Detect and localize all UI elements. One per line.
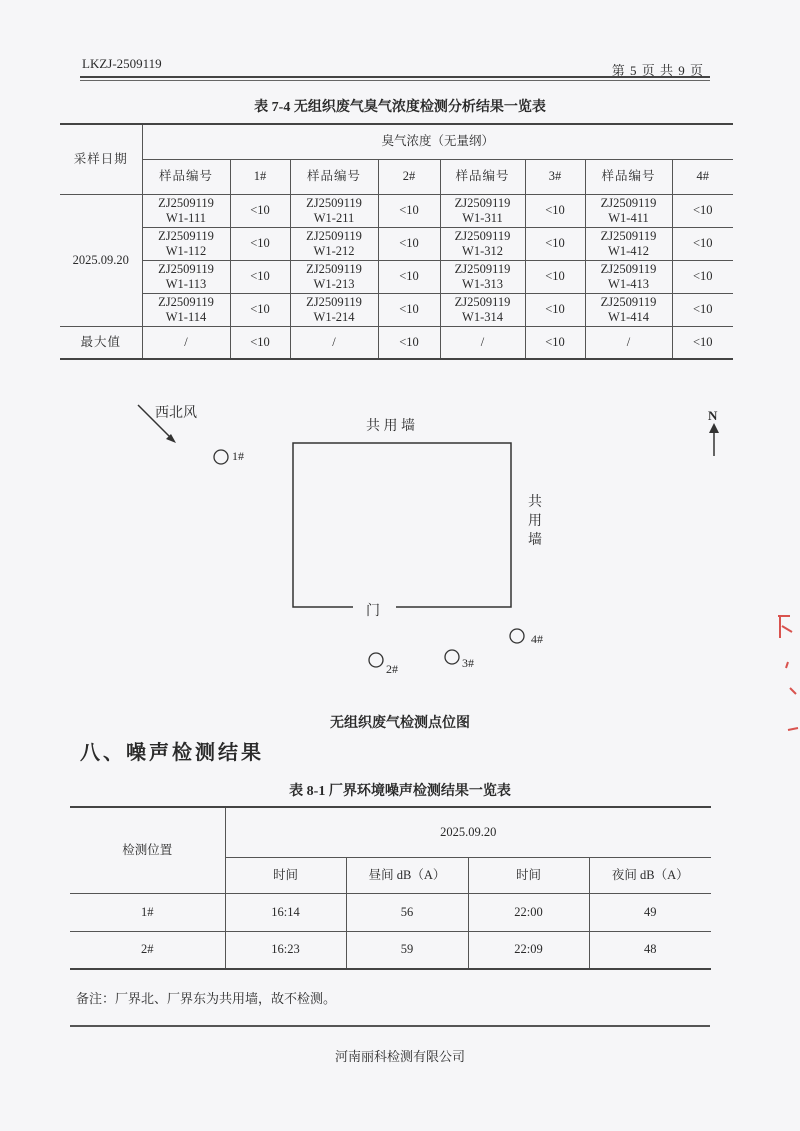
max-cell: / [440,326,525,359]
page-info: 第 5 页 共 9 页 [611,63,704,78]
value: <10 [230,227,290,260]
value: <10 [525,227,585,260]
value: <10 [378,194,440,227]
seal-edge-mark [770,610,800,750]
sample-id: ZJ2509119 W1-311 [440,194,525,227]
value: <10 [525,194,585,227]
header-point: 3# [525,159,585,194]
table-row [60,227,733,260]
header-day-time: 时间 [225,857,346,893]
door-label: 门 [366,604,380,619]
night-db: 49 [589,893,711,931]
value: <10 [525,293,585,326]
table-row [60,260,733,293]
odor-concentration-table [60,123,733,360]
header-sample-id: 样品编号 [290,159,378,194]
header-day-db: 昼间 dB（A） [346,857,468,893]
night-time: 22:09 [468,931,589,969]
value: <10 [672,227,733,260]
point-1-icon [214,450,228,464]
value: <10 [230,293,290,326]
max-cell: <10 [525,326,585,359]
day-time: 16:23 [225,931,346,969]
sample-id: ZJ2509119 W1-312 [440,227,525,260]
position: 1# [70,893,225,931]
footer-rule [70,1025,710,1027]
night-db: 48 [589,931,711,969]
value: <10 [525,260,585,293]
sample-id: ZJ2509119 W1-211 [290,194,378,227]
header-night-time: 时间 [468,857,589,893]
position: 2# [70,931,225,969]
max-cell: <10 [378,326,440,359]
header-position: 检测位置 [70,807,225,893]
sample-id: ZJ2509119 W1-412 [585,227,672,260]
header-odor-group: 臭气浓度（无量纲） [142,124,733,159]
table-row [60,194,733,227]
sampling-date: 2025.09.20 [60,194,142,326]
sample-id: ZJ2509119 W1-414 [585,293,672,326]
max-cell: <10 [672,326,733,359]
max-cell: / [142,326,230,359]
sample-id: ZJ2509119 W1-411 [585,194,672,227]
monitoring-point-diagram [0,390,800,690]
table-row [70,893,711,931]
note: 备注：厂界北、厂界东为共用墙，故不检测。 [76,991,337,1006]
table-7-4-caption: 表 7-4 无组织废气臭气浓度检测分析结果一览表 [254,100,546,115]
point-3-icon [445,650,459,664]
right-wall-label: 共 用 墙 [528,495,542,548]
max-cell: <10 [230,326,290,359]
table-row [70,931,711,969]
diagram-caption: 无组织废气检测点位图 [330,716,470,731]
sample-id: ZJ2509119 W1-213 [290,260,378,293]
header-point: 2# [378,159,440,194]
table-8-1-caption: 表 8-1 厂界环境噪声检测结果一览表 [289,784,511,799]
header-point: 4# [672,159,733,194]
max-cell: / [585,326,672,359]
max-row [60,326,733,359]
header-point: 1# [230,159,290,194]
value: <10 [230,194,290,227]
top-wall-label: 共 用 墙 [366,419,415,434]
sample-id: ZJ2509119 W1-313 [440,260,525,293]
point-1-label: 1# [232,449,244,463]
max-cell: / [290,326,378,359]
sample-id: ZJ2509119 W1-314 [440,293,525,326]
header-night-db: 夜间 dB（A） [589,857,711,893]
sample-id: ZJ2509119 W1-214 [290,293,378,326]
sample-id: ZJ2509119 W1-113 [142,260,230,293]
noise-table [70,806,711,970]
sample-id: ZJ2509119 W1-114 [142,293,230,326]
header-sample-id: 样品编号 [142,159,230,194]
header-sample-id: 样品编号 [585,159,672,194]
night-time: 22:00 [468,893,589,931]
sample-id: ZJ2509119 W1-111 [142,194,230,227]
section-title: 八、噪声检测结果 [80,742,264,764]
value: <10 [378,293,440,326]
header-date: 2025.09.20 [225,807,711,857]
day-db: 59 [346,931,468,969]
header-sampling-date: 采样日期 [60,124,142,194]
value: <10 [378,260,440,293]
day-time: 16:14 [225,893,346,931]
sample-id: ZJ2509119 W1-112 [142,227,230,260]
max-label: 最大值 [60,326,142,359]
header-rule-thin [80,80,710,81]
header-sample-id: 样品编号 [440,159,525,194]
sample-id: ZJ2509119 W1-413 [585,260,672,293]
sample-id: ZJ2509119 W1-212 [290,227,378,260]
point-2-label: 2# [386,662,398,676]
building-wall [293,443,511,607]
value: <10 [230,260,290,293]
wind-direction-label: 西北风 [155,406,197,421]
point-3-label: 3# [462,656,474,670]
report-id: LKZJ-2509119 [82,56,162,71]
day-db: 56 [346,893,468,931]
value: <10 [672,194,733,227]
value: <10 [672,293,733,326]
company-name: 河南丽科检测有限公司 [334,1049,465,1064]
value: <10 [672,260,733,293]
header-rule [80,76,710,78]
north-arrow-icon [709,423,719,456]
point-2-icon [369,653,383,667]
value: <10 [378,227,440,260]
point-4-icon [510,629,524,643]
point-4-label: 4# [531,632,543,646]
table-row [60,293,733,326]
north-label: N [708,408,718,423]
